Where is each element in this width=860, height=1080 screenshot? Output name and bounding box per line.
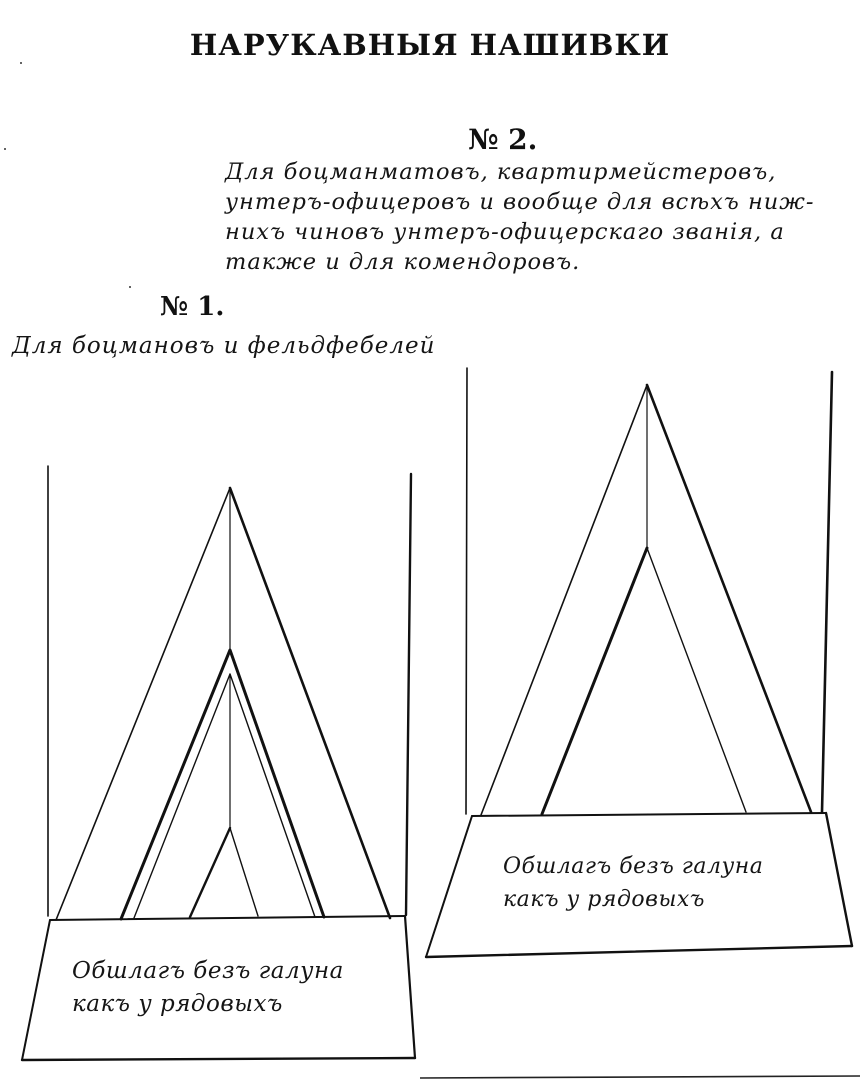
sleeve-2-outer-chevron-right-bold — [647, 385, 811, 812]
section-1-caption: Для боцмановъ и фельдфебелей — [12, 333, 436, 359]
section-2-caption-line: Для боцманматовъ, квартирмейстеровъ, — [225, 159, 777, 185]
sleeve-2-cuff-top — [472, 813, 826, 816]
sleeve-2-right-edge — [822, 372, 832, 812]
sleeve-1-cuff-right — [405, 916, 415, 1058]
cuff-text-line: какъ у рядовыхъ — [72, 991, 283, 1017]
sleeve-1-middle-chevron — [121, 650, 324, 919]
sleeve-1-outer-chevron — [56, 488, 390, 920]
sleeve-2-cuff-left — [426, 816, 472, 957]
cuff-text-line: Обшлагъ безъ галуна — [503, 854, 764, 879]
section-number-1: № 1. — [160, 292, 225, 322]
print-speck — [129, 286, 131, 288]
section-2-caption-line: нихъ чиновъ унтеръ-офицерскаго званія, а — [225, 219, 785, 245]
sleeve-1-cuff-bottom — [22, 1058, 415, 1060]
cuff-text-line: Обшлагъ безъ галуна — [72, 958, 344, 984]
print-speck — [20, 62, 22, 64]
sleeve-1-cuff-text — [72, 955, 344, 1021]
sleeve-1-inner-chevron — [134, 674, 315, 918]
sleeve-2-cuff-text — [503, 850, 763, 916]
sleeve-2-outer-chevron — [481, 385, 811, 815]
cuff-text-line: какъ у рядовыхъ — [503, 887, 705, 912]
sleeve-2-cuff-right — [826, 813, 852, 946]
sleeve-2-inner-chevron — [542, 548, 746, 814]
sleeve-1-small-chevron-bold — [190, 828, 230, 917]
sleeve-2-cuff-bottom — [426, 946, 852, 957]
page-title: НАРУКАВНЫЯ НАШИВКИ — [189, 28, 671, 62]
section-2-caption-line: также и для комендоровъ. — [225, 249, 581, 275]
sleeve-1-outer-chevron-right-bold — [230, 488, 390, 918]
sleeve-1-cuff-left — [22, 920, 50, 1060]
section-2-caption-line: унтеръ-офицеровъ и вообще для всѣхъ ниж- — [225, 189, 815, 215]
page-bottom-rule — [420, 1076, 860, 1078]
print-speck — [4, 148, 6, 150]
sleeve-1-cuff-top — [50, 916, 405, 920]
sleeve-2-left-edge — [466, 368, 467, 814]
section-number-2: № 2. — [468, 123, 538, 156]
sleeve-2-inner-chevron-bold — [542, 548, 647, 814]
sleeve-1-right-edge — [406, 474, 411, 915]
